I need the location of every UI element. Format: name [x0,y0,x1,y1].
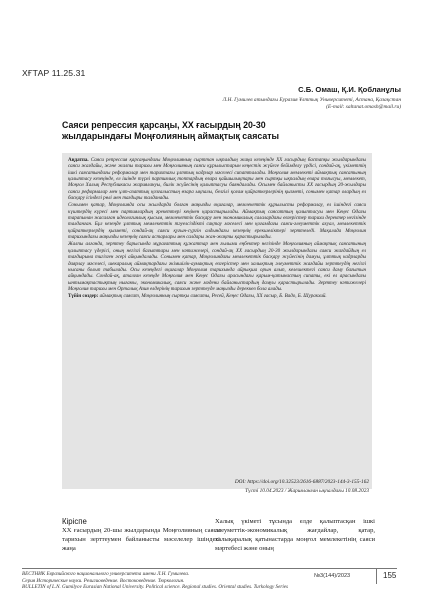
keywords-label: Түйін сөздер: [68,293,99,300]
keywords-text: аймақтық саясат, Моңғолияның сыртқы саясаты, Ресей, Кеңес Одағы, ХХ ғасыр, Б. Вадо, Б. Шуракхий. [99,293,327,300]
abstract-label: Аңдатпа. [68,157,89,163]
article-title [62,120,382,142]
abstract-text: Саяси репрессия қарсаңындағы Моңғолияның сырттан ықпалдың жаңа кезеңінде ХХ ғасырдың бастапқы жылдарындағы саяси жағдайы, және жалпы тарихы мен Моңғолияның саяси құрылыстарын кеңестік жүйеге бейімделу үрдісі, сондай-ақ, үкіметтің ішкі саясатындағы реформалар мен тарихтағы ұлттық кадрлар мәселесі сипатталады. Моңғолия мемлекеті аймақтық саясатының қалыптасу кезеңінде, ел ішінде түрлі партиялық топтардың өзара қайшылықтары мен сыртқы ықпалдың өзара тоғысуы, мемлекет, Моңғол Халық Республикасы жариялануы, билік жүйесінің қалыптасуы баяндалады. Осымен байланысты ХХ ғасырдың 20-жылдары саяси реформалар мен ұлт-азаттық қозғалыстың өзара ықпалы, белгілі қоғам қайраткерлерінің қызметі, сонымен қатар олардың ел басқару ісіндегі рөлі мен тағдыры талданады. [68,157,366,202]
journal-footer [22,571,322,591]
abstract-paragraph: Жалпы алғанда, зерттеу барысында мұрағаттық құжаттар мен ғылыми еңбектер негізінде Моңғолияның аймақтық саясатының қалыптасу үдерісі, оның негізгі бағыттары мен нәтижелері, сондай-ақ ХХ ғасырдың 20-30 жылдарындағы саяси жағдайдың ел тағдырына тигізген әсері айқындалады. Сонымен қатар, Моңғолиядағы мемлекеттік басқару жүйесінің дамуы, ұлттық кадрларды даярлау мәселесі, шекаралық аймақтардағы әкімшілік-аумақтық өзгерістер мен халықтың әлеуметтік жағдайы зерттеудің негізгі нысаны болып табылады. Осы кезеңдегі оқиғалар Моңғолия тарихында айрықша орын алып, келешектегі саяси даму бағытын айқындады. Сондай-ақ, аталған кезеңде Моңғолия мен Кеңес Одағы арасындағы қарым-қатынастың сипаты, екі ел арасындағы ынтымақтастықтың нығаюы, экономикалық, саяси және мәдени байланыстардың дамуы қарастырылады. Зерттеу нәтижелері Моңғолия тарихы мен Орталық Азия елдерінің тарихын зерттеуде маңызды дереккөз бола алады. [68,241,366,292]
doi-link[interactable]: DOI: https://doi.org/10.32523/2616-6887/2023-144-3-155-162 [234,479,369,485]
introduction-heading: Кіріспе [62,517,87,526]
author-affiliation [71,97,401,111]
body-column-right: Халық үкіметі тұсында елде қалыптасқан ішкі әлеуметтік-экономикалық жағдайлар, қатар, халықаралық қатынастарда моңғол мемлекетінің саяси мәртебесі және оның [215,518,375,552]
abstract-paragraph [68,157,366,201]
footer-divider [22,568,397,569]
publication-dates: Түсті 10.04.2023 / Жарияланған ықпалдағы 10.08.2023 [245,488,369,494]
title-line: жылдарындағы Моңғолияның аймақтық саясаты [62,131,280,141]
issue-number: №3(144)/2023 [314,573,351,579]
footer-line: ВЕСТНИК Евразийского национального университета имени Л.Н. Гумилева. [22,571,190,577]
page-number-divider [376,569,377,584]
author-names: С.Б. Омаш, Қ.И. Қобланұлы [298,85,401,94]
abstract-box [62,153,372,489]
body-column-left: ХХ ғасырдың 20-шы жылдарында Моңғолияның саяси тарихын зерттеумен байланысты мәселелер ішіндегі жаңа [62,527,220,552]
footer-line: Серия Исторические науки. Религиоведение. Востоковедение. Тюркология. [22,577,185,584]
irstid-code: ХҒТАР 11.25.31 [22,68,86,78]
author-email: (E-mail: saltanat.omash@mail.ru) [326,104,401,110]
abstract-paragraph: Сонымен қатар, Моңғолияда осы жылдарда болған маңызды оқиғалар, мемлекеттік құрылысты реформалау, ел ішіндегі саяси күштердің күресі мен партиялардың әрекеттері кеңінен қарастырылады. Аймақтық саясаттың қалыптасуы мен Кеңес Одағы тарапынан жасалған идеологиялық қысым, мемлекеттік басқару мен экономикалық салалардағы өзгерістер тарихи деректер негізінде талданған. Бұл кезеңде ұлттық мемлекеттік тәуелсіздікті сақтау мәселесі мен қоғамдағы саяси-әлеуметтік ахуал, мемлекеттік қайраткерлердің қызметі, сондай-ақ саяси қуғын-сүргін алдындағы кезеңнің ерекшеліктері зерттеледі. Мақалада Моңғолия тарихындағы маңызды кезеңнің саяси астарлары мен салдары жан-жақты қарастырылады. [68,202,366,241]
keywords-paragraph [68,293,366,299]
page-number: 155 [383,571,397,580]
affiliation-line: Л.Н. Гумилев атындағы Еуразия Ұлттық Университеті, Астана, Қазақстан [222,97,401,103]
footer-line: BULLETIN of L.N. Gumilyov Eurasian National University. Political science. Regional studies. Oriental studies. Turkology Series [22,584,288,591]
title-line: Саяси репрессия қарсаңы, ХХ ғасырдың 20-30 [62,120,266,130]
